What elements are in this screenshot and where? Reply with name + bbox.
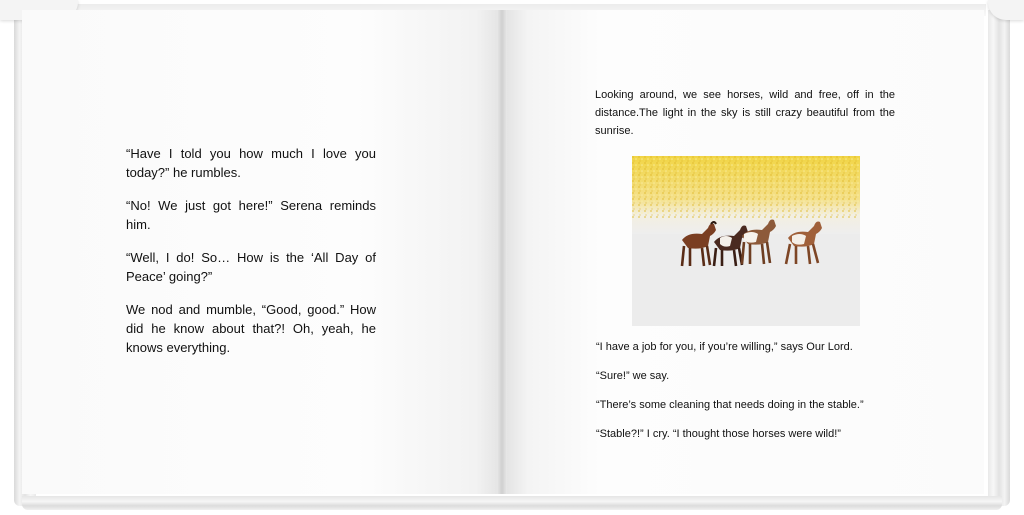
page-edge-right	[988, 10, 1010, 506]
paragraph: “There’s some cleaning that needs doing in the stable.”	[596, 399, 864, 411]
paragraph: “I have a job for you, if you’re willing,” says Our Lord.	[596, 341, 853, 353]
book-gutter	[497, 10, 507, 494]
page-edge-bottom	[22, 496, 1002, 510]
paragraph: “Sure!” we say.	[596, 370, 670, 382]
paragraph: “Well, I do! So… How is the ‘All Day of Peace’ going?”	[126, 250, 376, 284]
paragraph: We nod and mumble, “Good, good.” How did he know about that?! Oh, yeah, he knows everything.	[126, 302, 376, 355]
left-page-text	[126, 144, 376, 371]
wild-horses-illustration	[632, 156, 860, 326]
horses-image	[632, 156, 860, 326]
right-page-text	[596, 340, 916, 456]
right-page-intro: Looking around, we see horses, wild and free, off in the distance.The light in the sky is still crazy beautiful from the sunrise.	[595, 89, 895, 137]
paragraph: “Stable?!” I cry. “I thought those horses were wild!”	[596, 428, 841, 440]
paragraph: “No! We just got here!” Serena reminds him.	[126, 198, 376, 232]
paragraph: “Have I told you how much I love you today?” he rumbles.	[126, 146, 376, 180]
